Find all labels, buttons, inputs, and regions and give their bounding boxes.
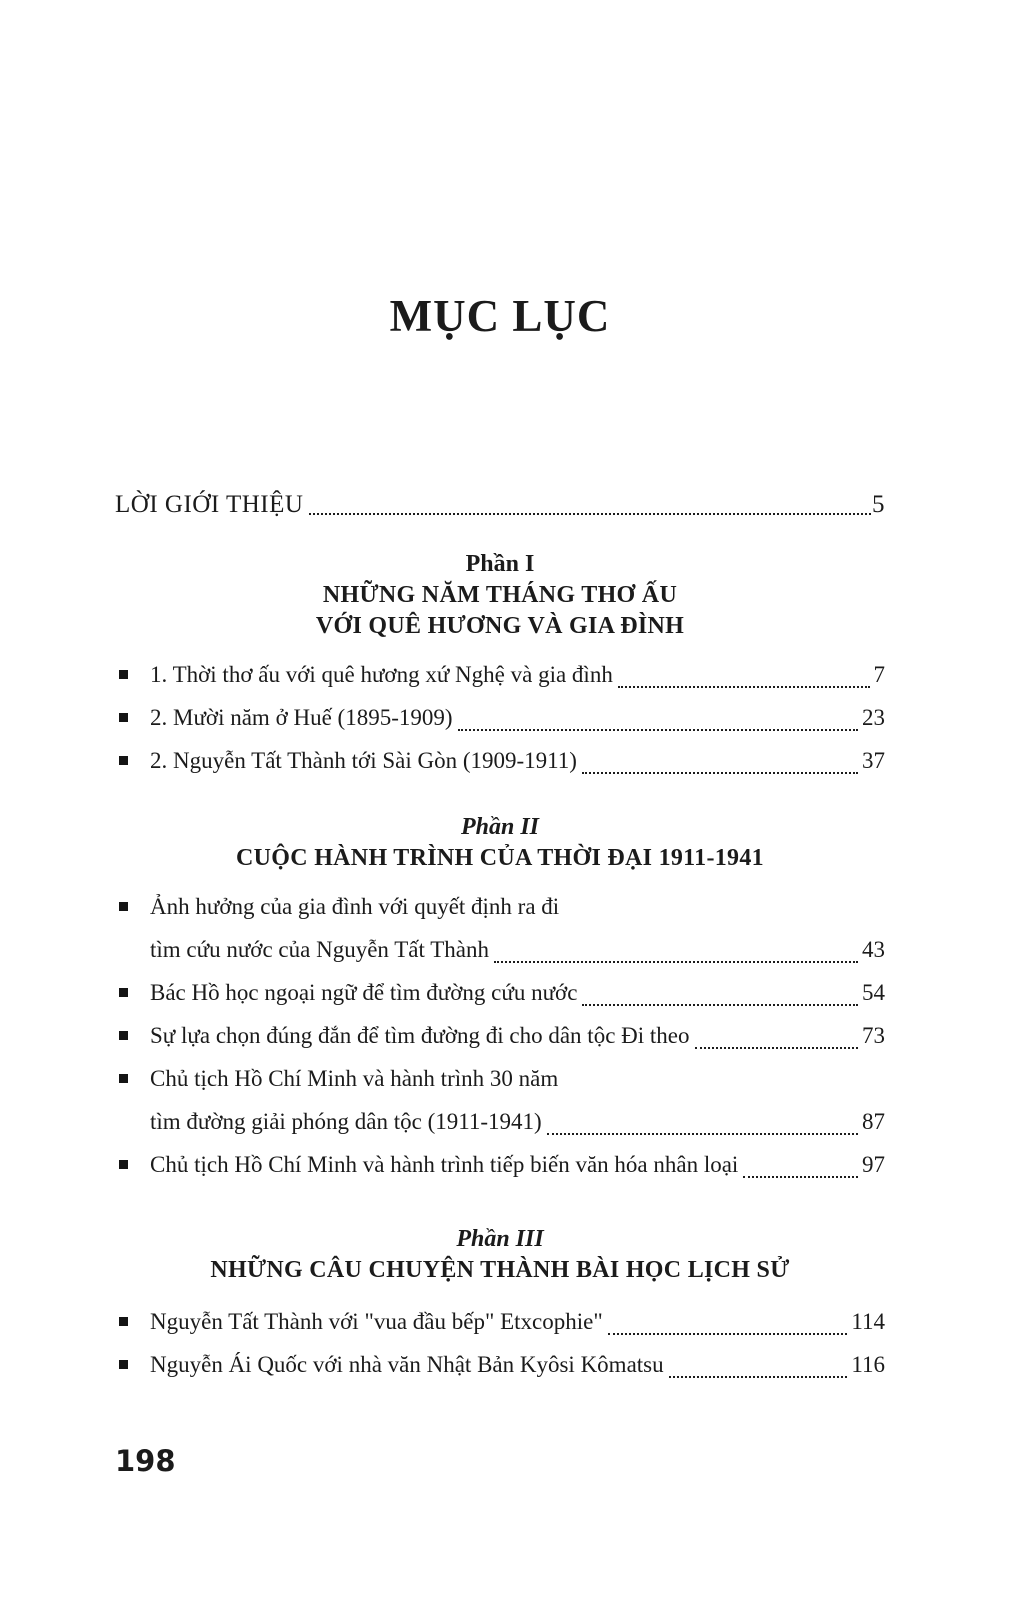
bullet-square-icon	[119, 670, 128, 679]
toc-entry-page-number: 5	[872, 491, 885, 518]
bullet-square-icon	[119, 713, 128, 722]
toc-item	[115, 1343, 885, 1386]
dot-leader	[743, 1176, 858, 1178]
bullet-square-icon	[119, 1160, 128, 1169]
toc-entry-label: LỜI GIỚI THIỆU	[115, 491, 304, 518]
bullet-square-icon	[119, 756, 128, 765]
dot-leader	[458, 729, 858, 731]
bullet-square-icon	[119, 1031, 128, 1040]
dot-leader	[582, 1004, 858, 1006]
section-1-items	[115, 653, 885, 782]
item-page-number: 23	[862, 705, 885, 730]
dot-leader	[582, 772, 858, 774]
page-content	[115, 0, 885, 1386]
toc-item	[115, 1014, 885, 1057]
toc-item	[115, 739, 885, 782]
item-page-number: 114	[851, 1309, 885, 1334]
item-text: 2. Mười năm ở Huế (1895-1909)	[150, 705, 453, 730]
toc-item	[115, 653, 885, 696]
dot-leader	[608, 1333, 848, 1335]
dot-leader	[695, 1047, 858, 1049]
item-text: 2. Nguyễn Tất Thành tới Sài Gòn (1909-1911)	[150, 748, 577, 773]
item-text: Bác Hồ học ngoại ngữ để tìm đường cứu nước	[150, 980, 578, 1005]
section-2-items	[115, 885, 885, 1186]
bullet-square-icon	[119, 1360, 128, 1369]
section-2-heading	[115, 812, 885, 874]
toc-item	[115, 1300, 885, 1343]
toc-item	[115, 1057, 885, 1143]
item-text: Ảnh hưởng của gia đình với quyết định ra đi	[150, 894, 560, 919]
item-text: Chủ tịch Hồ Chí Minh và hành trình 30 năm	[150, 1066, 559, 1091]
footer-page-number: 198	[115, 1444, 176, 1478]
item-page-number: 73	[862, 1023, 885, 1048]
item-text: Nguyễn Ái Quốc với nhà văn Nhật Bản Kyôsi Kômatsu	[150, 1352, 664, 1377]
item-page-number: 7	[873, 662, 885, 687]
bullet-square-icon	[119, 1317, 128, 1326]
item-page-number: 87	[862, 1109, 885, 1134]
item-page-number: 43	[862, 937, 885, 962]
item-text: tìm cứu nước của Nguyễn Tất Thành	[150, 937, 489, 962]
item-page-number: 37	[862, 748, 885, 773]
item-text: Nguyễn Tất Thành với "vua đầu bếp" Etxcophie"	[150, 1309, 603, 1334]
toc-item	[115, 696, 885, 739]
dot-leader	[494, 961, 858, 963]
toc-item	[115, 971, 885, 1014]
bullet-square-icon	[119, 902, 128, 911]
item-text: Sự lựa chọn đúng đắn để tìm đường đi cho dân tộc Đi theo	[150, 1023, 690, 1048]
bullet-square-icon	[119, 1074, 128, 1083]
part-heading-line: CUỘC HÀNH TRÌNH CỦA THỜI ĐẠI 1911-1941	[236, 845, 764, 871]
item-page-number: 54	[862, 980, 885, 1005]
dot-leader	[547, 1133, 858, 1135]
item-text: Chủ tịch Hồ Chí Minh và hành trình tiếp biến văn hóa nhân loại	[150, 1152, 739, 1177]
item-page-number: 97	[862, 1152, 885, 1177]
section-3-items	[115, 1300, 885, 1386]
item-text: 1. Thời thơ ấu với quê hương xứ Nghệ và gia đình	[150, 662, 613, 687]
part-heading-line: VỚI QUÊ HƯƠNG VÀ GIA ĐÌNH	[315, 613, 685, 639]
dot-leader	[669, 1376, 848, 1378]
dot-leader	[309, 513, 871, 515]
toc-item	[115, 885, 885, 971]
page-title: MỤC LỤC	[389, 291, 611, 341]
part-heading-line: NHỮNG CÂU CHUYỆN THÀNH BÀI HỌC LỊCH SỬ	[210, 1257, 790, 1283]
part-heading-line: NHỮNG NĂM THÁNG THƠ ẤU	[322, 582, 678, 608]
section-1-heading	[115, 549, 885, 642]
toc-item	[115, 1143, 885, 1186]
part-label: Phần III	[456, 1226, 544, 1252]
part-label: Phần II	[460, 814, 540, 840]
item-page-number: 116	[851, 1352, 885, 1377]
item-text: tìm đường giải phóng dân tộc (1911-1941)	[150, 1109, 542, 1134]
toc-entry-intro	[115, 487, 885, 523]
bullet-square-icon	[119, 988, 128, 997]
part-label: Phần I	[465, 551, 535, 577]
dot-leader	[618, 686, 870, 688]
section-3-heading	[115, 1224, 885, 1286]
